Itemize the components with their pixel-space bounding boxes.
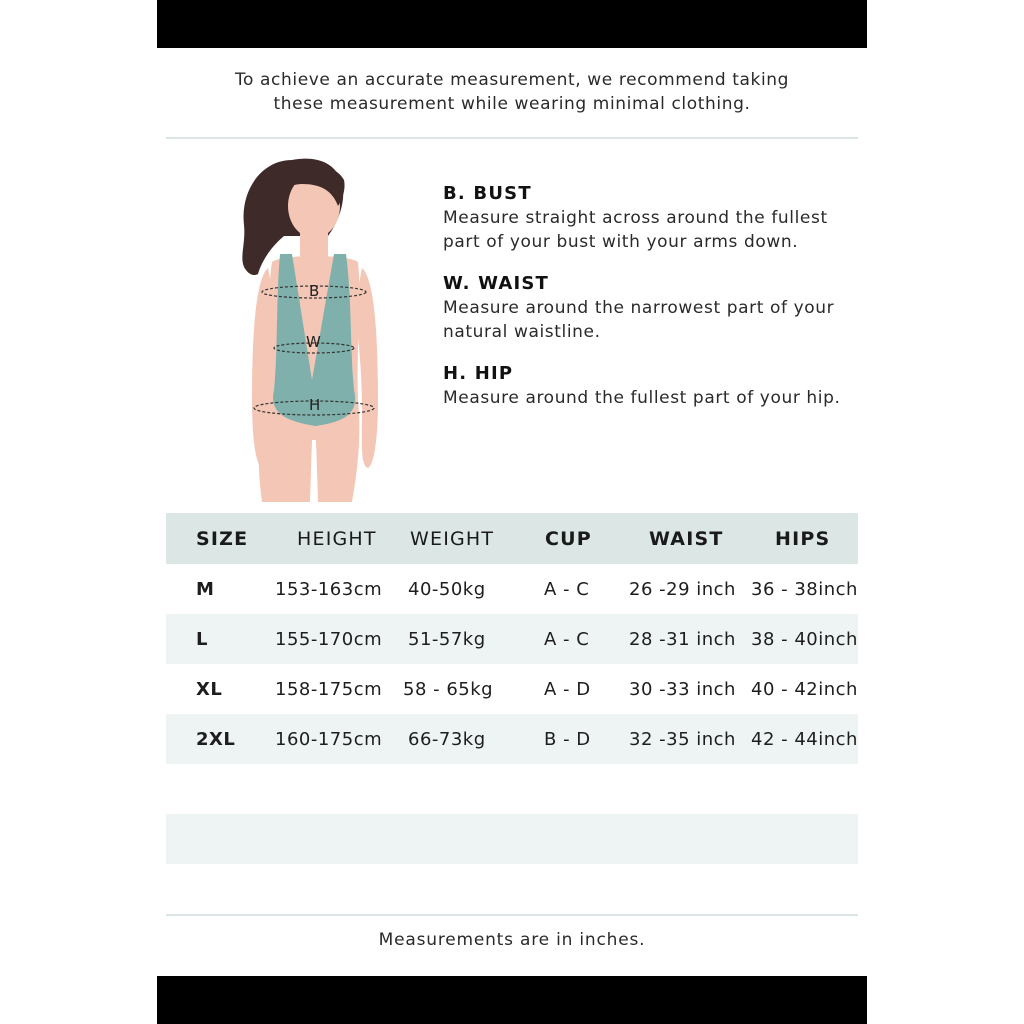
woman-figure-icon bbox=[232, 150, 392, 505]
table-row bbox=[166, 564, 858, 614]
cell-height: 153-163cm bbox=[275, 578, 383, 600]
cell-size: M bbox=[196, 578, 215, 600]
cell-waist: 32 -35 inch bbox=[629, 728, 736, 750]
cell-hips: 42 - 44inch bbox=[751, 728, 858, 750]
header-height: HEIGHT bbox=[297, 527, 377, 550]
cell-size: XL bbox=[196, 678, 223, 700]
header-hips: HIPS bbox=[775, 527, 831, 550]
table-row bbox=[166, 614, 858, 664]
header-waist: WAIST bbox=[649, 527, 724, 550]
intro-text bbox=[157, 68, 867, 116]
cell-cup: A - C bbox=[544, 578, 590, 600]
cell-hips: 40 - 42inch bbox=[751, 678, 858, 700]
bust-description: Measure straight across around the fullest part of your bust with your arms down. bbox=[443, 208, 828, 252]
table-row bbox=[166, 664, 858, 714]
waist-marker-label: W bbox=[306, 333, 321, 351]
hip-marker-label: H bbox=[309, 396, 321, 414]
cell-cup: A - C bbox=[544, 628, 590, 650]
hip-description: Measure around the fullest part of your hip. bbox=[443, 388, 841, 408]
cell-size: 2XL bbox=[196, 728, 236, 750]
intro-line-2: these measurement while wearing minimal clothing. bbox=[273, 94, 751, 114]
cell-weight: 58 - 65kg bbox=[403, 678, 494, 700]
cell-weight: 66-73kg bbox=[408, 728, 486, 750]
cell-hips: 38 - 40inch bbox=[751, 628, 858, 650]
bust-marker-label: B bbox=[309, 282, 320, 300]
top-black-bar bbox=[157, 0, 867, 48]
cell-height: 160-175cm bbox=[275, 728, 383, 750]
bust-title: B. BUST bbox=[443, 183, 532, 204]
divider-bottom bbox=[166, 914, 858, 916]
hip-instruction bbox=[443, 362, 843, 410]
body-measurement-illustration bbox=[232, 150, 392, 505]
measurement-instructions bbox=[443, 182, 843, 428]
cell-height: 158-175cm bbox=[275, 678, 383, 700]
footer-note: Measurements are in inches. bbox=[378, 930, 646, 950]
cell-waist: 28 -31 inch bbox=[629, 628, 736, 650]
waist-title: W. WAIST bbox=[443, 273, 550, 294]
table-row bbox=[166, 714, 858, 764]
hip-title: H. HIP bbox=[443, 363, 514, 384]
table-row-empty bbox=[166, 864, 858, 914]
cell-cup: B - D bbox=[544, 728, 591, 750]
header-size: SIZE bbox=[196, 527, 249, 550]
waist-instruction bbox=[443, 272, 843, 344]
bottom-black-bar bbox=[157, 976, 867, 1024]
cell-waist: 30 -33 inch bbox=[629, 678, 736, 700]
header-cup: CUP bbox=[545, 527, 592, 550]
divider-top bbox=[166, 137, 858, 139]
cell-size: L bbox=[196, 628, 208, 650]
bust-instruction bbox=[443, 182, 843, 254]
cell-cup: A - D bbox=[544, 678, 591, 700]
cell-weight: 51-57kg bbox=[408, 628, 486, 650]
header-weight: WEIGHT bbox=[410, 527, 495, 550]
size-chart-table bbox=[166, 513, 858, 764]
cell-weight: 40-50kg bbox=[408, 578, 486, 600]
table-header-row bbox=[166, 513, 858, 564]
cell-hips: 36 - 38inch bbox=[751, 578, 858, 600]
cell-height: 155-170cm bbox=[275, 628, 383, 650]
table-row-empty bbox=[166, 764, 858, 814]
empty-table-rows bbox=[166, 764, 858, 914]
table-row-empty bbox=[166, 814, 858, 864]
cell-waist: 26 -29 inch bbox=[629, 578, 736, 600]
waist-description: Measure around the narrowest part of your natural waistline. bbox=[443, 298, 835, 342]
intro-line-1: To achieve an accurate measurement, we recommend taking bbox=[234, 70, 790, 90]
